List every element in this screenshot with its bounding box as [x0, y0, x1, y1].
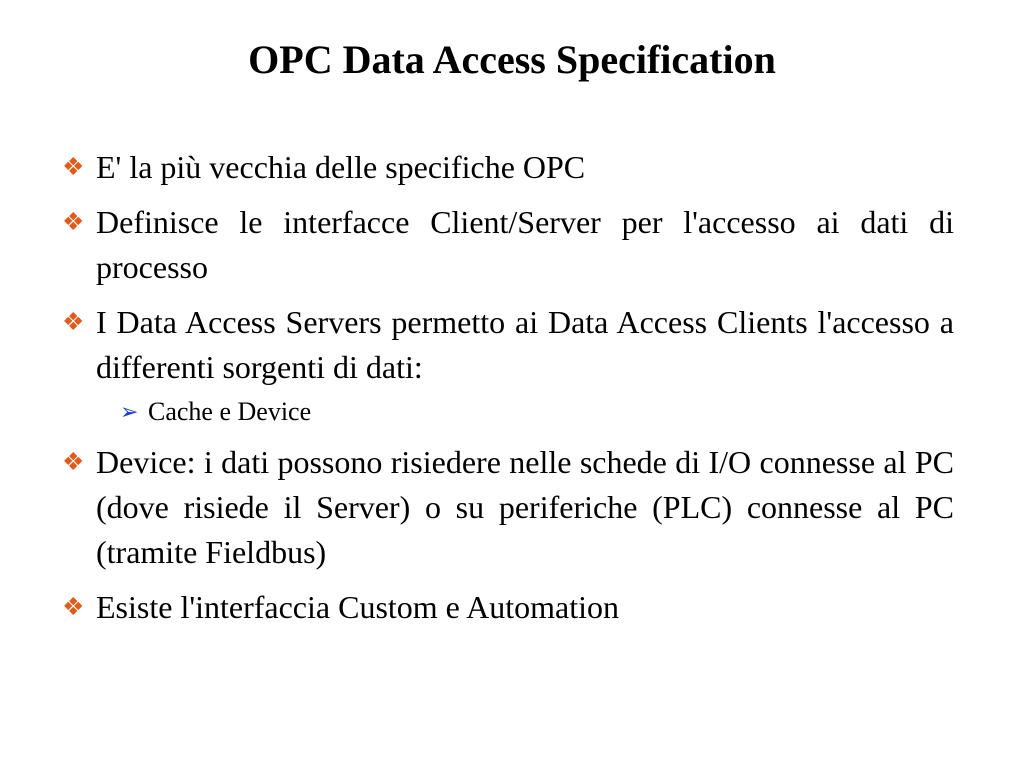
bullet-item — [62, 300, 954, 390]
bullet-item — [62, 145, 954, 190]
bullet-text: Esiste l'interfaccia Custom e Automation — [96, 589, 619, 625]
bullet-text: E' la più vecchia delle specifiche OPC — [96, 149, 586, 185]
bullet-item — [62, 440, 954, 575]
bullet-item — [62, 200, 954, 290]
bullet-text: Device: i dati possono risiedere nelle schede di I/O connesse al PC (dove risiede il Server) o su periferiche (PLC) connesse al PC (tramite Fieldbus) — [96, 444, 954, 570]
bullet-item — [62, 585, 954, 630]
diamond-bullet-icon: ❖ — [62, 449, 85, 476]
bullet-text: Definisce le interfacce Client/Server per l'accesso ai dati di processo — [96, 204, 954, 285]
diamond-bullet-icon: ❖ — [62, 594, 85, 621]
slide-title: OPC Data Access Specification — [248, 37, 776, 82]
diamond-bullet-icon: ❖ — [62, 154, 85, 181]
bullet-list — [62, 145, 954, 640]
diamond-bullet-icon: ❖ — [62, 309, 85, 336]
arrow-right-icon: ➢ — [120, 399, 139, 424]
diamond-bullet-icon: ❖ — [62, 209, 85, 236]
sub-bullet-item — [62, 394, 954, 430]
bullet-text: I Data Access Servers permetto ai Data Access Clients l'accesso a differenti sorgenti di dati: — [96, 304, 954, 385]
sub-bullet-text: Cache e Device — [148, 397, 312, 426]
